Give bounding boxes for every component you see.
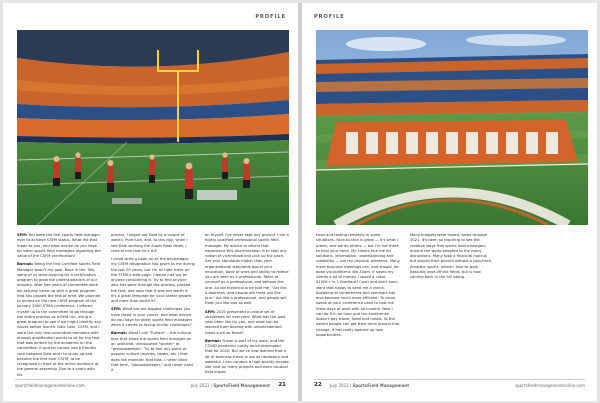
issue-date: July 2021 <box>190 383 210 388</box>
page-footer <box>15 379 286 391</box>
body-paragraph: Many budgets were frozen, some through 2021. It's been so inspiring to see the creative ways that sports field managers around the world adapted to the many disruptions. Many took a financial haircut, but stayed their ground without a paycheck. Amateur sports, where I love to work, basically kept off the fields, but is now coming back in the full swing. <box>410 233 493 279</box>
issue-date: July 2021 <box>330 383 349 388</box>
section-label: PROFILE <box>255 14 286 20</box>
page-number: 21 <box>278 382 286 388</box>
answer-paragraph <box>111 331 195 373</box>
text-column-1 <box>316 233 400 383</box>
speaker-label: Barnak: <box>17 262 34 267</box>
question-paragraph <box>205 310 289 336</box>
page-footer <box>314 379 585 391</box>
answer-paragraph <box>17 262 101 378</box>
page-right <box>302 3 597 401</box>
text-column-2 <box>111 233 195 383</box>
text-column-3 <box>205 233 289 383</box>
article-columns <box>316 233 588 383</box>
stadium-photo-field-crew <box>17 30 289 225</box>
question-text: You were the first sports field manager ever to achieve CSFM status. What did that mean to you, and what advice do you have for other sports field managers regarding the value of the CSFM certification? <box>17 233 101 258</box>
answer-paragraph <box>205 339 289 376</box>
publication-name: SportsField Management <box>352 383 410 388</box>
speaker-label: SFM: <box>111 307 122 312</box>
speaker-label: Barnak: <box>111 331 128 336</box>
body-paragraph: tions and testing remotely in some situations. Face-to-face is great — it's what I prefer, and we do others — but I'm not there to hold your hand. My clients hire me for solutions, information, understanding and credibility — not my physical presence. Many more business meetings can, and should, be done via platforms like Zoom. It saves my clients a lot of money. I saved a client $100K+ in 1 Bradford? Cost) and don't even want that happy to send me a check. Speaking at conferences and seminars has also become much more efficient. To come speak at your conference used to cost me three days of work with no income. Now I can do it in an hour and the conference doesn't pay travel, hotel and meals. To the extent people can get their arms around that change, it has really opened up new opportunities. <box>316 233 400 337</box>
text-column-2 <box>410 233 494 383</box>
question-text: 2020 presented a unique set of challenges for everyone. What has the past year been like for you, and what can be learned from dealing with unprecedented times such as these? <box>205 309 286 335</box>
speaker-label: SFM: <box>205 309 216 314</box>
page-left <box>3 3 298 401</box>
speaker-label: SFM: <box>17 233 28 237</box>
body-paragraph: proctor, I edged out Dale by a couple of weeks. Pure luck, and, to this day, when I see Dale working the Super Bowl fields, I remind him that he's #2! <box>111 233 188 253</box>
footer-url: sportsfieldmanagementonline.com <box>15 383 85 388</box>
section-label: PROFILE <box>314 14 345 20</box>
body-paragraph: I could write a book on all the advantages my CSFM designation has given to me during the last 20 years, but I'm all right there on the STMA's web page. I would just say to anyone considering it: Try to find anyone who has gone through the process, passed the test, and says that it was not worth it. It's a great template for your career growth, and more than worth it! <box>111 257 195 303</box>
article-columns <box>17 233 289 383</box>
answer-text: Being the first Certified Sports Field Manager wasn't my goal. Back in the '90s, some of us were pushing for a certification program to grow the professionalism of our industry. After two years of committee work, we actually came up with a great program that has passed the test of time. We planned to announce the new CSFM program at the January 2000 STMA conference. I offered myself up to the committee to go through the entire process as a field run, using a great program to see if we might identify any issues before launch. Dale Getz, CSFM, and I were the only two committee members with enough qualification points to sit for the test that was written by the academic on the committee. It quickly turned into a friendly race between Dale and I to study up and become the first ever CSFM, to be recognized in front of the entire audience at the general assembly. Due to a snafu with his <box>17 262 101 377</box>
footer-issue: July 2021 | SportsField Management <box>190 383 270 388</box>
text-column-1 <box>17 233 101 383</box>
question-paragraph <box>17 233 101 259</box>
stadium-photo-endzone <box>316 30 588 225</box>
body-paragraph: on myself. I've never kept any ground. I am a highly qualified professional sports field manager. My advice to others that experience this discrimination is to stop any notion of victimhood and pick up the pace. Set your standards higher than your organizational standards would your education, body of work and ability to relieve you are seen as a professional. Refer to yourself as a professional, and behave like one. An old historical once told me, "Act like a doorman, and people will treat you like one." Act like a professional, and people will treat you like one as well. <box>205 233 289 306</box>
answer-text: Travel is part of my work, and the COVID pandemic pretty much eliminated that for 2020. But we've now learned that a lot of business travel is not as necessary and wasteful. I can conduct a high-quality remote site visit on many projects and even conduct field inspec- <box>205 338 289 375</box>
publication-name: SportsField Management <box>213 383 270 388</box>
question-text: What are the biggest challenges you have faced in your career, and what advice do you have for other sports field managers when it comes to facing similar challenges? <box>111 307 193 327</box>
question-paragraph <box>111 307 195 328</box>
answer-text: What I call "Turfism" – the cultural bias that views the sports field manager as an unskilled, uneducated "worker" or "groundskeeper." Try to find any piece of popular culture (movies, books, etc.) that does not maintain that bias. I never liked that term, "groundskeeper," and never used it <box>111 331 193 372</box>
footer-url: sportsfieldmanagementonline.com <box>515 383 585 388</box>
speaker-label: Barnak: <box>205 338 222 343</box>
footer-issue: July 2021 | SportsField Management <box>330 383 410 388</box>
page-number: 22 <box>314 382 322 388</box>
